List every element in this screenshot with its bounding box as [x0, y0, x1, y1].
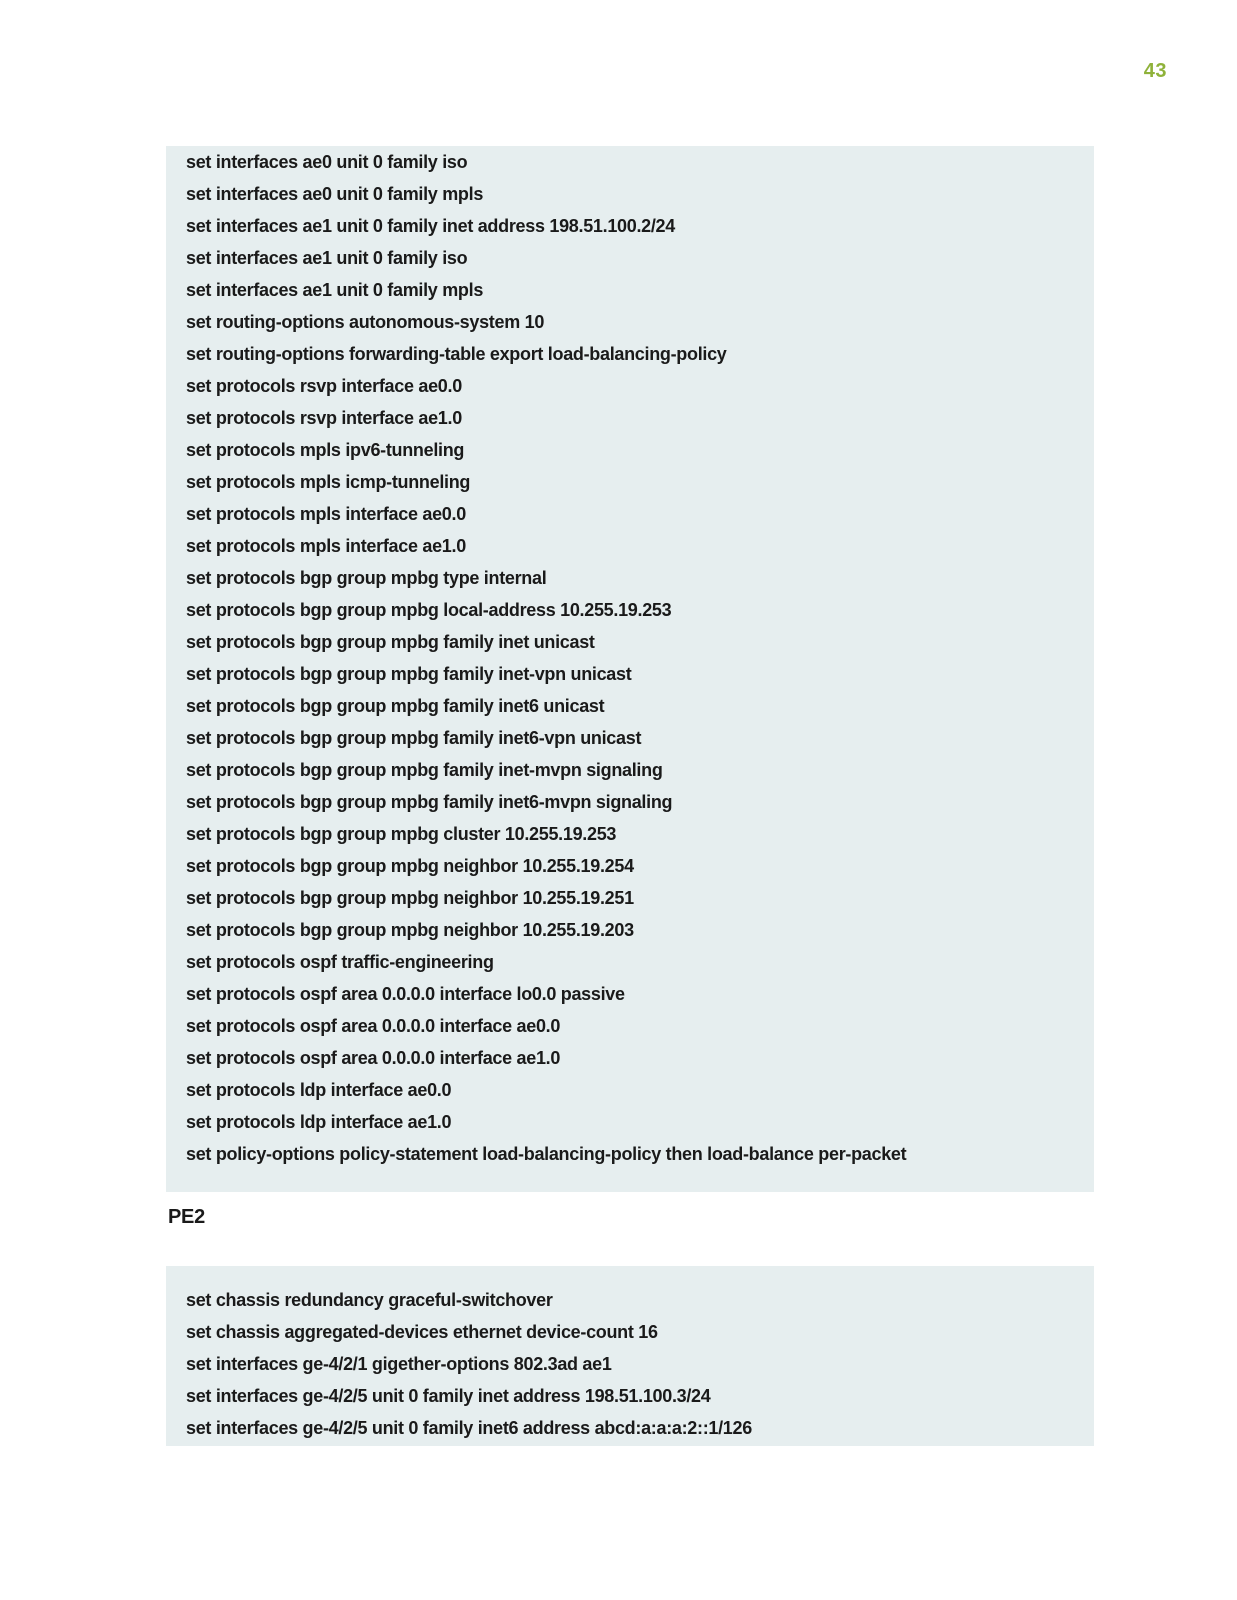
code-block-pe1 [166, 146, 1094, 1192]
code-line: set protocols mpls interface ae0.0 [186, 504, 466, 524]
code-line: set protocols mpls icmp-tunneling [186, 472, 471, 492]
code-line: set policy-options policy-statement load-balancing-policy then load-balance per-packet [186, 1144, 907, 1164]
code-line: set protocols bgp group mpbg local-address 10.255.19.253 [186, 600, 672, 620]
code-line: set protocols mpls ipv6-tunneling [186, 440, 465, 460]
code-line: set protocols ospf area 0.0.0.0 interface ae0.0 [186, 1016, 561, 1036]
code-line: set interfaces ae1 unit 0 family mpls [186, 280, 484, 300]
code-line: set protocols bgp group mpbg family inet6-mvpn signaling [186, 792, 673, 812]
code-line: set interfaces ge-4/2/1 gigether-options 802.3ad ae1 [186, 1354, 612, 1374]
code-block-pe2 [166, 1266, 1094, 1446]
code-line: set protocols bgp group mpbg neighbor 10.255.19.251 [186, 888, 634, 908]
code-line: set protocols bgp group mpbg family inet-vpn unicast [186, 664, 632, 684]
code-line: set protocols bgp group mpbg family inet unicast [186, 632, 595, 652]
code-line: set interfaces ge-4/2/5 unit 0 family inet address 198.51.100.3/24 [186, 1386, 711, 1406]
code-line: set chassis redundancy graceful-switchover [186, 1290, 553, 1310]
code-line: set protocols bgp group mpbg family inet-mvpn signaling [186, 760, 663, 780]
code-line: set interfaces ae0 unit 0 family iso [186, 152, 468, 172]
code-line: set protocols ospf traffic-engineering [186, 952, 494, 972]
code-line: set interfaces ae1 unit 0 family inet address 198.51.100.2/24 [186, 216, 675, 236]
code-line: set protocols rsvp interface ae0.0 [186, 376, 462, 396]
code-line: set protocols bgp group mpbg neighbor 10.255.19.203 [186, 920, 634, 940]
code-line: set protocols bgp group mpbg neighbor 10.255.19.254 [186, 856, 634, 876]
code-line: set protocols ospf area 0.0.0.0 interface ae1.0 [186, 1048, 561, 1068]
code-line: set protocols ospf area 0.0.0.0 interface lo0.0 passive [186, 984, 625, 1004]
code-line: set routing-options forwarding-table export load-balancing-policy [186, 344, 727, 364]
code-line: set protocols ldp interface ae0.0 [186, 1080, 452, 1100]
code-line: set interfaces ge-4/2/5 unit 0 family inet6 address abcd:a:a:a:2::1/126 [186, 1418, 752, 1438]
code-line: set interfaces ae0 unit 0 family mpls [186, 184, 484, 204]
code-line: set protocols bgp group mpbg type internal [186, 568, 547, 588]
code-line: set protocols mpls interface ae1.0 [186, 536, 466, 556]
code-line: set routing-options autonomous-system 10 [186, 312, 545, 332]
code-line: set protocols bgp group mpbg cluster 10.255.19.253 [186, 824, 617, 844]
code-line: set protocols bgp group mpbg family inet6 unicast [186, 696, 605, 716]
code-line: set interfaces ae1 unit 0 family iso [186, 248, 468, 268]
code-line: set chassis aggregated-devices ethernet device-count 16 [186, 1322, 658, 1342]
code-line: set protocols rsvp interface ae1.0 [186, 408, 462, 428]
code-line: set protocols ldp interface ae1.0 [186, 1112, 452, 1132]
page-number: 43 [1143, 60, 1167, 82]
code-line: set protocols bgp group mpbg family inet6-vpn unicast [186, 728, 642, 748]
section-heading-pe2: PE2 [168, 1206, 205, 1228]
